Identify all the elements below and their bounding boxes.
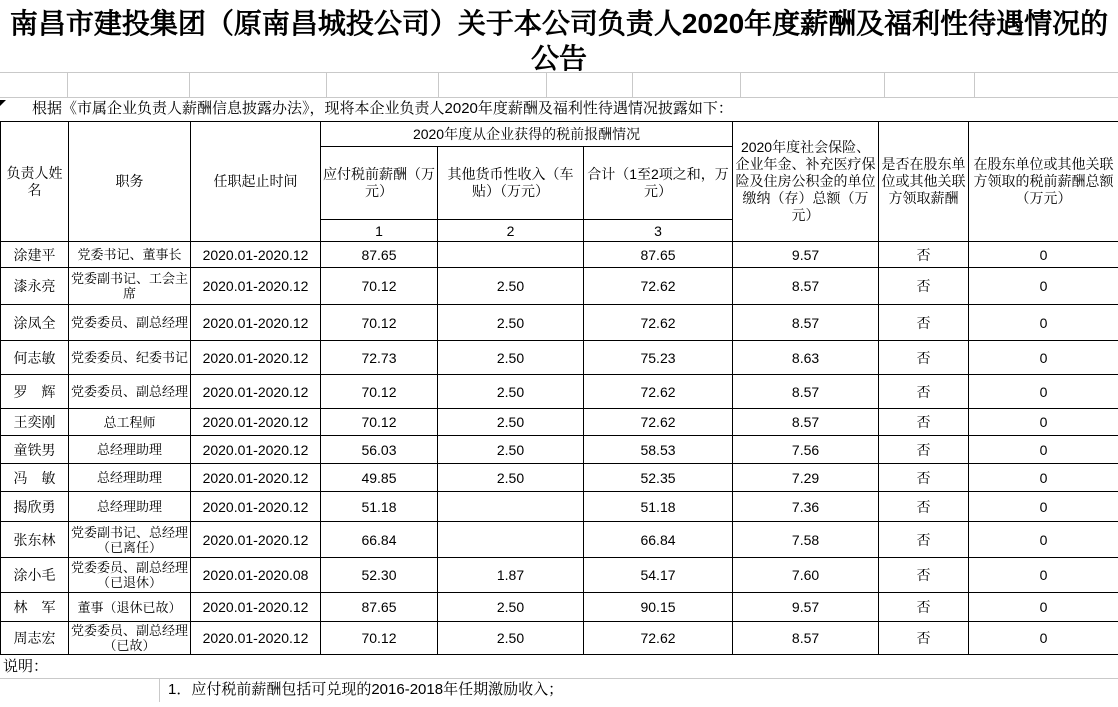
table-cell: 党委副书记、工会主席 xyxy=(69,268,191,305)
table-cell: 0 xyxy=(969,375,1118,409)
table-cell: 70.12 xyxy=(321,409,438,436)
table-cell: 党委委员、副总经理（已退休） xyxy=(69,558,191,593)
table-cell: 0 xyxy=(969,492,1118,522)
table-cell: 罗 辉 xyxy=(1,375,69,409)
empty-cell xyxy=(190,73,327,97)
table-cell: 周志宏 xyxy=(1,622,69,655)
header-pretax-salary: 应付税前薪酬（万元） xyxy=(321,147,438,220)
table-cell: 87.65 xyxy=(321,242,438,268)
table-cell: 2.50 xyxy=(438,593,584,622)
table-cell: 总经理助理 xyxy=(69,492,191,522)
table-row xyxy=(1,593,1118,622)
table-cell: 87.65 xyxy=(584,242,733,268)
table-cell: 52.35 xyxy=(584,464,733,492)
table-cell: 2.50 xyxy=(438,436,584,464)
table-cell: 0 xyxy=(969,522,1118,558)
table-row xyxy=(1,242,1118,268)
table-cell: 72.62 xyxy=(584,375,733,409)
empty-cell xyxy=(885,73,975,97)
table-cell: 涂凤全 xyxy=(1,305,69,341)
table-cell xyxy=(438,242,584,268)
table-cell: 王奕刚 xyxy=(1,409,69,436)
header-col-number-3: 3 xyxy=(584,220,733,242)
header-col-number-1: 1 xyxy=(321,220,438,242)
table-cell: 7.58 xyxy=(733,522,879,558)
header-total: 合计（1至2项之和，万元） xyxy=(584,147,733,220)
table-cell: 否 xyxy=(879,593,969,622)
table-cell: 2.50 xyxy=(438,305,584,341)
table-cell: 2020.01-2020.12 xyxy=(191,268,321,305)
table-row xyxy=(1,436,1118,464)
table-cell: 否 xyxy=(879,464,969,492)
table-cell: 8.63 xyxy=(733,341,879,375)
table-cell: 56.03 xyxy=(321,436,438,464)
table-cell: 72.62 xyxy=(584,268,733,305)
table-cell: 2020.01-2020.08 xyxy=(191,558,321,593)
table-cell: 90.15 xyxy=(584,593,733,622)
note-item: 1．应付税前薪酬包括可兑现的2016-2018年任期激励收入； xyxy=(168,681,564,698)
empty-cell xyxy=(439,73,547,97)
table-cell: 涂小毛 xyxy=(1,558,69,593)
table-cell: 党委委员、纪委书记 xyxy=(69,341,191,375)
table-cell: 0 xyxy=(969,593,1118,622)
table-row xyxy=(1,305,1118,341)
table-cell: 否 xyxy=(879,522,969,558)
table-cell: 否 xyxy=(879,242,969,268)
table-row xyxy=(1,558,1118,593)
table-cell: 何志敏 xyxy=(1,341,69,375)
header-tenure: 任职起止时间 xyxy=(191,122,321,242)
table-cell: 8.57 xyxy=(733,268,879,305)
table-row xyxy=(1,492,1118,522)
table-cell: 2.50 xyxy=(438,341,584,375)
table-cell: 0 xyxy=(969,242,1118,268)
empty-cell xyxy=(327,73,439,97)
table-cell: 0 xyxy=(969,622,1118,655)
note-row xyxy=(0,678,1118,702)
table-cell: 总经理助理 xyxy=(69,436,191,464)
header-salary-group: 2020年度从企业获得的税前报酬情况 xyxy=(321,122,733,147)
table-cell: 2.50 xyxy=(438,464,584,492)
page-title: 南昌市建投集团（原南昌城投公司）关于本公司负责人2020年度薪酬及福利性待遇情况的公告 xyxy=(9,8,1109,74)
table-cell: 党委委员、副总经理 xyxy=(69,375,191,409)
table-cell: 否 xyxy=(879,558,969,593)
table-cell: 否 xyxy=(879,341,969,375)
table-cell: 72.62 xyxy=(584,622,733,655)
table-cell: 70.12 xyxy=(321,268,438,305)
table-cell: 72.62 xyxy=(584,305,733,341)
table-cell: 9.57 xyxy=(733,593,879,622)
empty-cell xyxy=(68,73,190,97)
table-cell: 7.36 xyxy=(733,492,879,522)
table-body xyxy=(1,242,1118,655)
intro-row xyxy=(0,98,1118,121)
table-cell: 董事（退休已故） xyxy=(69,593,191,622)
table-cell: 党委委员、副总经理（已故） xyxy=(69,622,191,655)
table-cell: 2.50 xyxy=(438,268,584,305)
table-cell: 72.73 xyxy=(321,341,438,375)
table-cell xyxy=(438,522,584,558)
empty-cell xyxy=(547,73,633,97)
empty-cell xyxy=(0,73,68,97)
table-cell: 否 xyxy=(879,409,969,436)
table-cell: 2020.01-2020.12 xyxy=(191,409,321,436)
table-cell: 2020.01-2020.12 xyxy=(191,622,321,655)
header-other-income: 其他货币性收入（车贴）（万元） xyxy=(438,147,584,220)
table-cell: 涂建平 xyxy=(1,242,69,268)
table-cell: 党委书记、董事长 xyxy=(69,242,191,268)
table-cell: 9.57 xyxy=(733,242,879,268)
table-cell: 2020.01-2020.12 xyxy=(191,464,321,492)
table-cell: 87.65 xyxy=(321,593,438,622)
table-cell: 66.84 xyxy=(321,522,438,558)
table-cell: 林 军 xyxy=(1,593,69,622)
table-cell: 2020.01-2020.12 xyxy=(191,341,321,375)
header-col-number-2: 2 xyxy=(438,220,584,242)
table-cell: 2020.01-2020.12 xyxy=(191,436,321,464)
header-name: 负责人姓名 xyxy=(1,122,69,242)
table-cell: 漆永亮 xyxy=(1,268,69,305)
table-cell: 2.50 xyxy=(438,409,584,436)
table-cell: 51.18 xyxy=(321,492,438,522)
table-cell: 52.30 xyxy=(321,558,438,593)
table-cell: 2020.01-2020.12 xyxy=(191,242,321,268)
note-left-cell xyxy=(0,679,160,702)
table-cell: 0 xyxy=(969,409,1118,436)
table-cell: 总工程师 xyxy=(69,409,191,436)
table-cell: 0 xyxy=(969,558,1118,593)
table-cell: 0 xyxy=(969,341,1118,375)
table-cell: 72.62 xyxy=(584,409,733,436)
table-row xyxy=(1,375,1118,409)
table-cell: 8.57 xyxy=(733,375,879,409)
salary-table xyxy=(0,121,1118,655)
table-cell: 70.12 xyxy=(321,305,438,341)
cell-corner-marker-icon xyxy=(0,100,6,106)
header-shareholder-pay: 是否在股东单位或其他关联方领取薪酬 xyxy=(879,122,969,242)
table-cell: 否 xyxy=(879,268,969,305)
header-row-group xyxy=(1,122,1118,147)
table-cell: 2020.01-2020.12 xyxy=(191,522,321,558)
table-cell: 70.12 xyxy=(321,375,438,409)
table-cell: 66.84 xyxy=(584,522,733,558)
table-cell: 8.57 xyxy=(733,409,879,436)
table-cell: 7.60 xyxy=(733,558,879,593)
table-cell: 1.87 xyxy=(438,558,584,593)
table-cell: 0 xyxy=(969,268,1118,305)
table-row xyxy=(1,341,1118,375)
table-row xyxy=(1,622,1118,655)
table-row xyxy=(1,268,1118,305)
table-cell: 70.12 xyxy=(321,622,438,655)
table-cell xyxy=(438,492,584,522)
table-cell: 党委委员、副总经理 xyxy=(69,305,191,341)
table-cell: 8.57 xyxy=(733,305,879,341)
empty-cell xyxy=(741,73,885,97)
table-cell: 否 xyxy=(879,492,969,522)
table-cell: 54.17 xyxy=(584,558,733,593)
table-cell: 51.18 xyxy=(584,492,733,522)
table-cell: 否 xyxy=(879,436,969,464)
table-cell: 0 xyxy=(969,305,1118,341)
header-position: 职务 xyxy=(69,122,191,242)
table-cell: 2.50 xyxy=(438,375,584,409)
table-row xyxy=(1,522,1118,558)
table-cell: 总经理助理 xyxy=(69,464,191,492)
table-cell: 2020.01-2020.12 xyxy=(191,375,321,409)
table-cell: 0 xyxy=(969,436,1118,464)
table-cell: 2020.01-2020.12 xyxy=(191,593,321,622)
table-cell: 8.57 xyxy=(733,622,879,655)
table-cell: 否 xyxy=(879,375,969,409)
header-shareholder-amount: 在股东单位或其他关联方领取的税前薪酬总额（万元） xyxy=(969,122,1118,242)
empty-cell xyxy=(975,73,1118,97)
table-cell: 2.50 xyxy=(438,622,584,655)
table-cell: 58.53 xyxy=(584,436,733,464)
table-cell: 童铁男 xyxy=(1,436,69,464)
table-cell: 7.29 xyxy=(733,464,879,492)
table-cell: 49.85 xyxy=(321,464,438,492)
table-cell: 2020.01-2020.12 xyxy=(191,492,321,522)
table-cell: 7.56 xyxy=(733,436,879,464)
intro-text: 根据《市属企业负责人薪酬信息披露办法》，现将本企业负责人2020年度薪酬及福利性待遇情况披露如下： xyxy=(32,100,733,117)
table-row xyxy=(1,464,1118,492)
table-cell: 揭欣勇 xyxy=(1,492,69,522)
table-cell: 冯 敏 xyxy=(1,464,69,492)
table-cell: 2020.01-2020.12 xyxy=(191,305,321,341)
header-social-insurance: 2020年度社会保险、企业年金、补充医疗保险及住房公积金的单位缴纳（存）总额（万元） xyxy=(733,122,879,242)
spreadsheet-empty-row xyxy=(0,72,1118,98)
empty-cell xyxy=(633,73,741,97)
table-cell: 张东林 xyxy=(1,522,69,558)
table-row xyxy=(1,409,1118,436)
table-cell: 75.23 xyxy=(584,341,733,375)
table-cell: 否 xyxy=(879,305,969,341)
table-cell: 否 xyxy=(879,622,969,655)
notes-label: 说明： xyxy=(3,658,49,675)
table-cell: 党委副书记、总经理（已离任） xyxy=(69,522,191,558)
table-cell: 0 xyxy=(969,464,1118,492)
